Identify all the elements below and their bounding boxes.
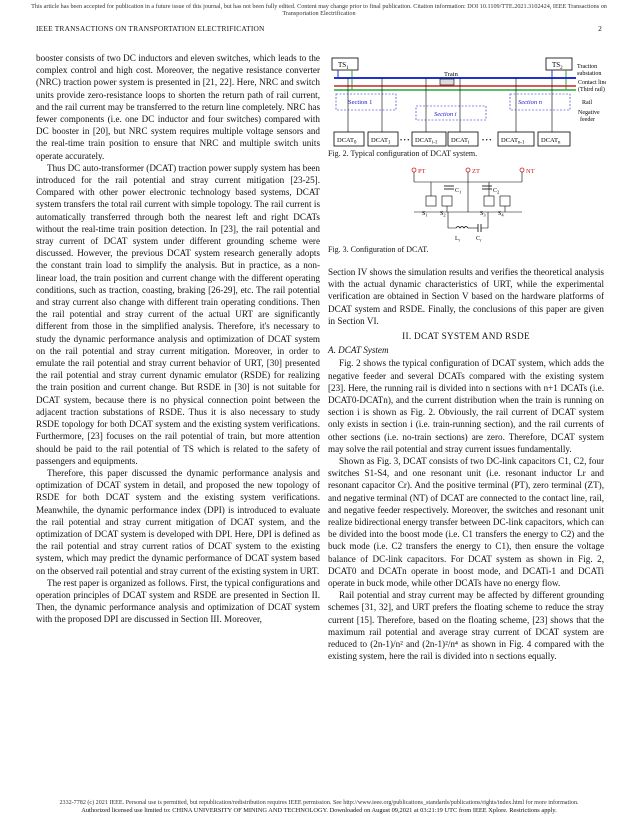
- running-head: [36, 24, 602, 33]
- pt-label: PT: [418, 168, 426, 175]
- dcat-n-label: $DCAT_n$: [541, 137, 561, 146]
- s3-label: $S_3$: [480, 211, 486, 218]
- c2-label: $C_2$: [493, 188, 500, 195]
- substation-label: substation: [577, 71, 602, 77]
- dcat-1-label: $DCAT_1$: [371, 137, 391, 146]
- rail-label: Rail: [582, 100, 592, 106]
- paragraph: Section IV shows the simulation results and verifies the theoretical analysis with the actual dynamic characteristics of URT, while the experimental verification are obtained in Section V based on the hardware platforms of DCAT system and RSDE. Finally, the conclusions of this paper are given in Section VI.: [328, 267, 604, 326]
- figure-3-caption: Fig. 3. Configuration of DCAT.: [328, 245, 429, 254]
- journal-title: IEEE TRANSACTIONS ON TRANSPORTATION ELECTRIFICATION: [36, 24, 265, 33]
- section-title: II. DCAT SYSTEM AND RSDE: [402, 331, 530, 342]
- nt-label: NT: [526, 168, 535, 175]
- ellipsis-2: • • •: [482, 138, 492, 144]
- feeder-label: feeder: [580, 117, 595, 123]
- lr-label: $L_r$: [455, 236, 461, 243]
- resonant-inductor: [456, 227, 468, 229]
- third-rail-label: (Third rail): [578, 87, 605, 93]
- section-n-label: Section n: [518, 99, 543, 106]
- s1-label: $S_1$: [422, 211, 428, 218]
- ts1-label: $TS_1$: [338, 61, 349, 71]
- paragraph: Shown as Fig. 3, DCAT consists of two DC-link capacitors C1, C2, four switches S1-S4, and one resonant unit (i.e. resonant inductor Lr and resonant capacitor Cr). And the positive terminal (PT), zero terminal (ZT), and negative terminal (NT) of DCAT are connected to the contact line, rail, and negative feeder respectively. Moreover, the switches and resonant unit realize bidirectional energy transfer between DC-link capacitors, which can be divided into the boost mode (i.e. C1 transfers the energy to C2) and the buck mode (i.e. C2 transfers the energy to C1), then ensure the voltage balance of DC-link capacitors. For DCAT system as shown in Fig. 2, DCAT0 and DCATn operate in boost mode, and DCATi-1 and DCATi operate in buck mode, while other DCATs have no energy flow.: [328, 456, 604, 589]
- c1-label: $C_1$: [455, 188, 462, 195]
- figure-2-dcat-system: [330, 56, 606, 154]
- page-number: 2: [598, 24, 602, 33]
- s2-label: $S_2$: [440, 211, 446, 218]
- authorized-use-notice: Authorized licensed use limited to: CHINA UNIVERSITY OF MINING AND TECHNOLOGY. Downloaded on August 09,2021 at 03:21:19 UTC from IEEE Xplore. Restrictions apply.: [81, 807, 557, 815]
- train-label: Train: [444, 71, 458, 78]
- page-footer: [0, 800, 638, 815]
- train-icon: [440, 79, 454, 85]
- paragraph: Fig. 2 shows the typical configuration of DCAT system, which adds the negative feeder and several DCATs compared with the existing system [23]. Here, the running rail is divided into n sections with n+1 DCATs (i.e. DCAT0-DCATn), and the current distribution when the train is running on section i is shown as Fig. 2. Obviously, the rail current of DCAT system only exists in section i (i.e. train-running section), and the rail currents of other sections (i.e. no-train sections) are zero. Therefore, DCAT system may solve the rail potential and stray current issues fundamentally.: [328, 358, 604, 454]
- publication-banner: This article has been accepted for publication in a future issue of this journal, but has not been fully edited. Content may change prior to final publication. Citation information: DOI 10.1109/TTE.2021.3102424, IEEE Transactions on Transportation Electrification: [31, 3, 607, 18]
- subsection-title: A. DCAT System: [328, 345, 389, 356]
- paragraph: Therefore, this paper discussed the dynamic performance analysis and optimization of DCAT system in detail, and proposed the new topology of RSDE for both DCAT system and the existing system verifications. Meanwhile, the dynamic performance index (DPI) is introduced to evaluate the rail potential and stray current mitigation of DCAT system, and the optimization of DCAT system is developed with DPI. Here, DPI is defined as the rail potential and stray current ratios of DCAT system to the existing system, which may predict the dynamic performance of DCAT system based on the observed rail potential and stray current of the existing system in URT.: [36, 467, 320, 576]
- traction-label: Traction: [577, 64, 598, 70]
- section-i-label: Section i: [434, 111, 457, 118]
- paragraph: booster consists of two DC inductors and eleven switches, which leads to the complex control and high cost. Moreover, the negative resistance converter (NRC) traction power system is presented in [21, 22]. Here, NRC and switch units provide zero-resistance loops to shorten the return path of rail current, and the rail current may be transferred to the return line completely. NRC has fewer components (i.e. one DC inductor and four switches) compared with DC booster in [20], but NRC system requires multiple voltage sensors and the real-time train position to ensure that NRC and multiple switch units operate accurately.: [36, 53, 320, 161]
- figure-3-dcat-config: [330, 162, 606, 248]
- right-column: [328, 266, 604, 663]
- left-column: [36, 52, 320, 626]
- dcat-n-1-label: $DCAT_{n-1}$: [501, 137, 525, 146]
- section-1-label: Section 1: [348, 99, 373, 106]
- license-notice: 2332-7782 (c) 2021 IEEE. Personal use is permitted, but republication/redistribution requires IEEE permission. See http://www.ieee.org/publications_standards/publications/rights/index.html for more information.: [59, 800, 579, 806]
- paragraph: Rail potential and stray current may be affected by different grounding schemes [31, 32], and URT prefers the floating scheme to reduce the stray current [15]. Therefore, based on the floating scheme, [23] shows that the maximum rail potential and average stray current of DCAT system are reduced to (2n-1)/n² and (2n-1)²/n⁴ as shown in Fig. 4 compared with the existing system, here the rail is divided into n sections equally.: [328, 590, 604, 662]
- ts2-label: $TS_2$: [552, 61, 563, 71]
- paragraph: Thus DC auto-transformer (DCAT) traction power supply system has been introduced for the rail potential and stray current mitigation [23-25]. Compared with other power electronic technology based systems, DCAT system transfers the total rail current with simple topology. The rail current is automatically transferred through both the nearest left and right DCATs without the real-time train position detection. In [23], the rail potential and stray current of DCAT system under different grounding scheme were discussed. However, the previous DCAT system research generally adopts the constant train load to simplify the analysis. But in practice, as a non-linear load, the train position and current change with the different operating conditions, such as traction, coasting, braking [26-29], etc. The rail potential and stray current also change with different train operating conditions. Then the rail potential and stray current of the actual URT are significantly different from those in the simplified analysis. Therefore, it's necessary to study the dynamic performance analysis and optimization of DCAT system on the rail potential and stray current mitigation. Moreover, in order to emulate the rail potential and stray current behavior of URT, [30] presented the rail potential and stray current dynamic emulator (RSDE) for realizing the train position and current change. But RSDE in [30] is not suitable for DCAT system, because there is no physical connection point between the adjacent traction substations of RSDE. Thus it is also necessary to study RSDE topology for both DCAT system and the existing system verifications. Furthermore, [23] focuses on the rail potential of train, but more attention should be paid to the rail potential of TS which is related to the safety of passengers and equipments.: [36, 162, 320, 466]
- ellipsis-1: • • •: [400, 138, 410, 144]
- contact-line-label: Contact line: [578, 80, 606, 86]
- zt-label: ZT: [472, 168, 480, 175]
- figure-2-caption: Fig. 2. Typical configuration of DCAT system.: [328, 149, 478, 158]
- paragraph: The rest paper is organized as follows. First, the typical configurations and operation principles of DCAT system and RSDE are presented in Section II. Then, the dynamic performance analysis and optimization of DCAT system with the proposed DPI are discussed in Section III. Moreover,: [36, 577, 320, 625]
- dcat-i-1-label: $DCAT_{i-1}$: [415, 137, 438, 146]
- negative-label: Negative: [578, 110, 600, 116]
- dcat-i-label: $DCAT_i$: [451, 137, 470, 146]
- s4-label: $S_4$: [498, 211, 504, 218]
- cr-label: $C_r$: [476, 236, 482, 243]
- dcat-0-label: $DCAT_0$: [337, 137, 357, 146]
